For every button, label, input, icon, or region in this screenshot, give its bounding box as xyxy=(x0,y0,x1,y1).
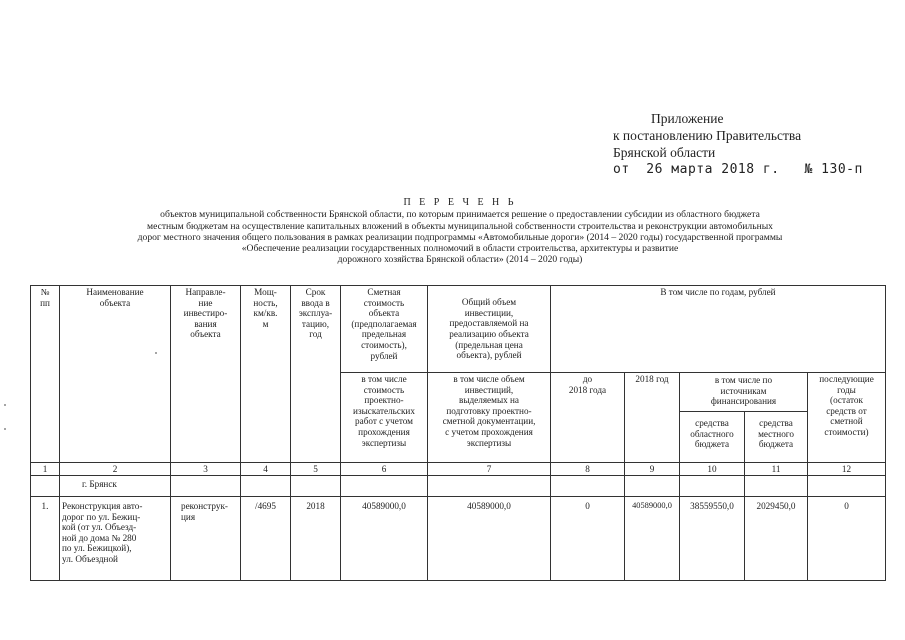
col-number: 11 xyxy=(745,463,808,476)
header-before-2018: до 2018 года xyxy=(551,373,625,463)
header-next-years: последующие годы (остаток средств от сметной стоимости) xyxy=(808,373,886,463)
scan-speck xyxy=(4,404,6,406)
row-direction: реконструк- ция xyxy=(171,497,241,581)
heading-line: местным бюджетам на осуществление капитальных вложений в объекты муниципальной собственности строительства и реконструкции автомобильных xyxy=(147,220,773,232)
header-name: Наименование объекта xyxy=(60,286,171,463)
empty-cell xyxy=(625,476,680,497)
row-regional: 38559550,0 xyxy=(680,497,745,581)
col-number: 5 xyxy=(291,463,341,476)
col-number: 9 xyxy=(625,463,680,476)
col-number: 4 xyxy=(241,463,291,476)
col-number: 7 xyxy=(428,463,551,476)
objects-table xyxy=(30,285,886,581)
header-term: Срок ввода в эксплуа- тацию, год xyxy=(291,286,341,463)
header-num: № пп xyxy=(31,286,60,463)
row-next-years: 0 xyxy=(808,497,886,581)
row-name: Реконструкция авто- дорог по ул. Бежиц- кой (от ул. Объезд- ной до дома № 280 по ул. Бежицкой), ул. Объездной xyxy=(60,497,171,581)
heading-line: объектов муниципальной собственности Брянской области, по которым принимается решение о предоставлении субсидии из областного бюджета xyxy=(160,209,760,221)
col-number: 8 xyxy=(551,463,625,476)
empty-cell xyxy=(341,476,428,497)
city-row xyxy=(31,476,886,497)
document-heading xyxy=(60,197,860,266)
empty-cell xyxy=(808,476,886,497)
empty-cell xyxy=(680,476,745,497)
header-capacity: Мощ- ность, км/кв. м xyxy=(241,286,291,463)
row-capacity: /4695 xyxy=(241,497,291,581)
col-number: 1 xyxy=(31,463,60,476)
col-number: 2 xyxy=(60,463,171,476)
appendix-block xyxy=(613,110,863,178)
header-by-years: В том числе по годам, рублей xyxy=(551,286,886,373)
appendix-line: Брянской области xyxy=(613,145,716,160)
row-term: 2018 xyxy=(291,497,341,581)
empty-cell xyxy=(171,476,241,497)
empty-cell xyxy=(291,476,341,497)
scan-speck xyxy=(4,428,6,430)
heading-line: дорожного хозяйства Брянской области» (2014 – 2020 годы) xyxy=(337,254,583,266)
empty-cell xyxy=(551,476,625,497)
appendix-title: Приложение xyxy=(651,111,724,126)
empty-cell xyxy=(31,476,60,497)
header-estimate-sub: в том числе стоимость проектно- изыскательских работ с учетом прохождения экспертизы xyxy=(341,373,428,463)
header-total-sub: в том числе объем инвестиций, выделяемых на подготовку проектно- сметной документации, с учетом прохождения экспертизы xyxy=(428,373,551,463)
header-by-sources: в том числе по источникам финансирования xyxy=(680,373,807,412)
empty-cell xyxy=(745,476,808,497)
header-sources-row xyxy=(680,412,807,462)
appendix-line: к постановлению Правительства xyxy=(613,128,802,143)
col-number: 3 xyxy=(171,463,241,476)
row-total: 40589000,0 xyxy=(428,497,551,581)
header-local: средства местного бюджета xyxy=(758,418,794,450)
column-numbers-row xyxy=(31,463,886,476)
header-2018: 2018 год xyxy=(625,373,680,463)
row-before-2018: 0 xyxy=(551,497,625,581)
document-title: П Е Р Е Ч Е Н Ь xyxy=(403,197,517,208)
heading-line: дорог местного значения общего пользования в рамках реализации подпрограммы «Автомобильные дороги» (2014 – 2020 годы) государственной программы xyxy=(137,231,783,243)
header-direction: Направле- ние инвестиро- вания объекта xyxy=(171,286,241,463)
empty-cell xyxy=(428,476,551,497)
row-local: 2029450,0 xyxy=(745,497,808,581)
row-2018: 40589000,0 xyxy=(625,497,680,581)
col-number: 12 xyxy=(808,463,886,476)
table-row xyxy=(31,497,886,581)
appendix-date: от 26 марта 2018 г. № 130-п xyxy=(613,162,863,177)
header-sources-group xyxy=(680,373,808,463)
col-number: 10 xyxy=(680,463,745,476)
header-regional: средства областного бюджета xyxy=(680,412,745,462)
row-num: 1. xyxy=(31,497,60,581)
header-estimate: Сметная стоимость объекта (предполагаемая предельная стоимость), рублей xyxy=(341,286,428,373)
empty-cell xyxy=(241,476,291,497)
header-total: Общий объем инвестиции, предоставляемой на реализацию объекта (предельная цена объекта), рублей xyxy=(428,286,551,373)
heading-line: «Обеспечение реализации государственных полномочий в области строительства, архитектуры и развитие xyxy=(241,243,679,255)
row-estimate: 40589000,0 xyxy=(341,497,428,581)
col-number: 6 xyxy=(341,463,428,476)
city-name: г. Брянск xyxy=(60,476,171,497)
